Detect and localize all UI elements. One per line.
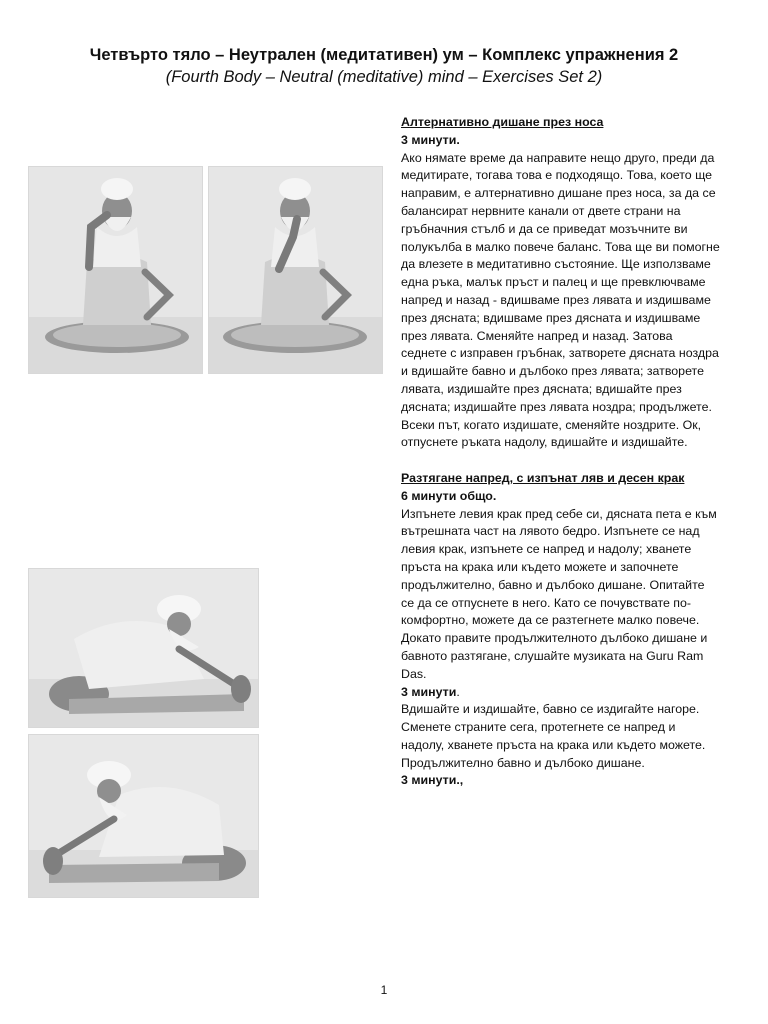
section2-body2: Вдишайте и издишайте, бавно се издигайте нагоре. Сменете страните сега, протегнете се напред и надолу, хванете пръста на крака или където можете. Продължително бавно и дълбоко дишане. — [401, 702, 706, 770]
exercise-text-column — [401, 114, 721, 790]
photo-forward-stretch-right-leg — [28, 734, 259, 898]
section2-body1: Изпънете левия крак пред себе си, дясната пета е към вътрешната част на лявото бедро. Изпънете се над левия крак, изпънете се напред и надолу; хванете пръста на крака или където можете и започнете продължително, бавно и дълбоко дишане. Опитайте се да се отпуснете в него. Като се почувствате по-комфортно, можете да се разтегнете малко повече. Докато правите продължителното дълбоко дишане и бавното разтягане, слушайте музиката на Guru Ram Das. — [401, 506, 717, 681]
section2-duration: 6 минути общо. — [401, 488, 497, 503]
section-spacer — [401, 452, 721, 470]
section1-duration: 3 минути. — [401, 132, 460, 147]
page-header — [0, 44, 768, 88]
photo-forward-stretch-left-leg — [28, 568, 259, 728]
section2-heading: Разтягане напред, с изпънат ляв и десен крак — [401, 470, 685, 485]
section2-duration3: 3 минути., — [401, 773, 464, 788]
photo-alternate-breathing-left-nostril — [28, 166, 203, 374]
section1-heading: Алтернативно дишане през носа — [401, 115, 604, 129]
section2-duration2: 3 минути — [401, 684, 457, 699]
photo-alternate-breathing-right-nostril — [208, 166, 383, 374]
section2-duration2-line: 3 минути. — [401, 684, 460, 699]
page-subtitle: (Fourth Body – Neutral (meditative) mind – Exercises Set 2) — [165, 68, 603, 86]
page-title: Четвърто тяло – Неутрален (медитативен) ум – Комплекс упражнения 2 — [89, 46, 679, 64]
page-number: 1 — [380, 983, 388, 997]
section1-body: Ако нямате време да направите нещо друго, преди да медитирате, тогава това е подходящо. Това, което ще направим, е алтернативно дишане през носа, за да се балансират нервните канали от двете страни на гръбначния стълб и да се приведат мозъчните ви полукълба в малко повече баланс. Това ще ви помогне да влезете в медитативно състояние. Ще използваме една ръка, малък пръст и палец и ще превключваме напред и назад - вдишваме през лявата и издишваме през дясната; вдишваме през дясната и издишваме през лявата. Сменяйте напред и назад. Затова седнете с изправен гръбнак, затворете дясната ноздра и вдишайте бавно и дълбоко през лявата; затворете лявата, издишайте през дясната; вдишайте през дясната; издишайте през лявата ноздра; продължете. Всеки път, когато издишате, сменяйте ноздрите. Ок, отпуснете ръката надолу, вдишайте и издишайте. — [401, 150, 720, 450]
